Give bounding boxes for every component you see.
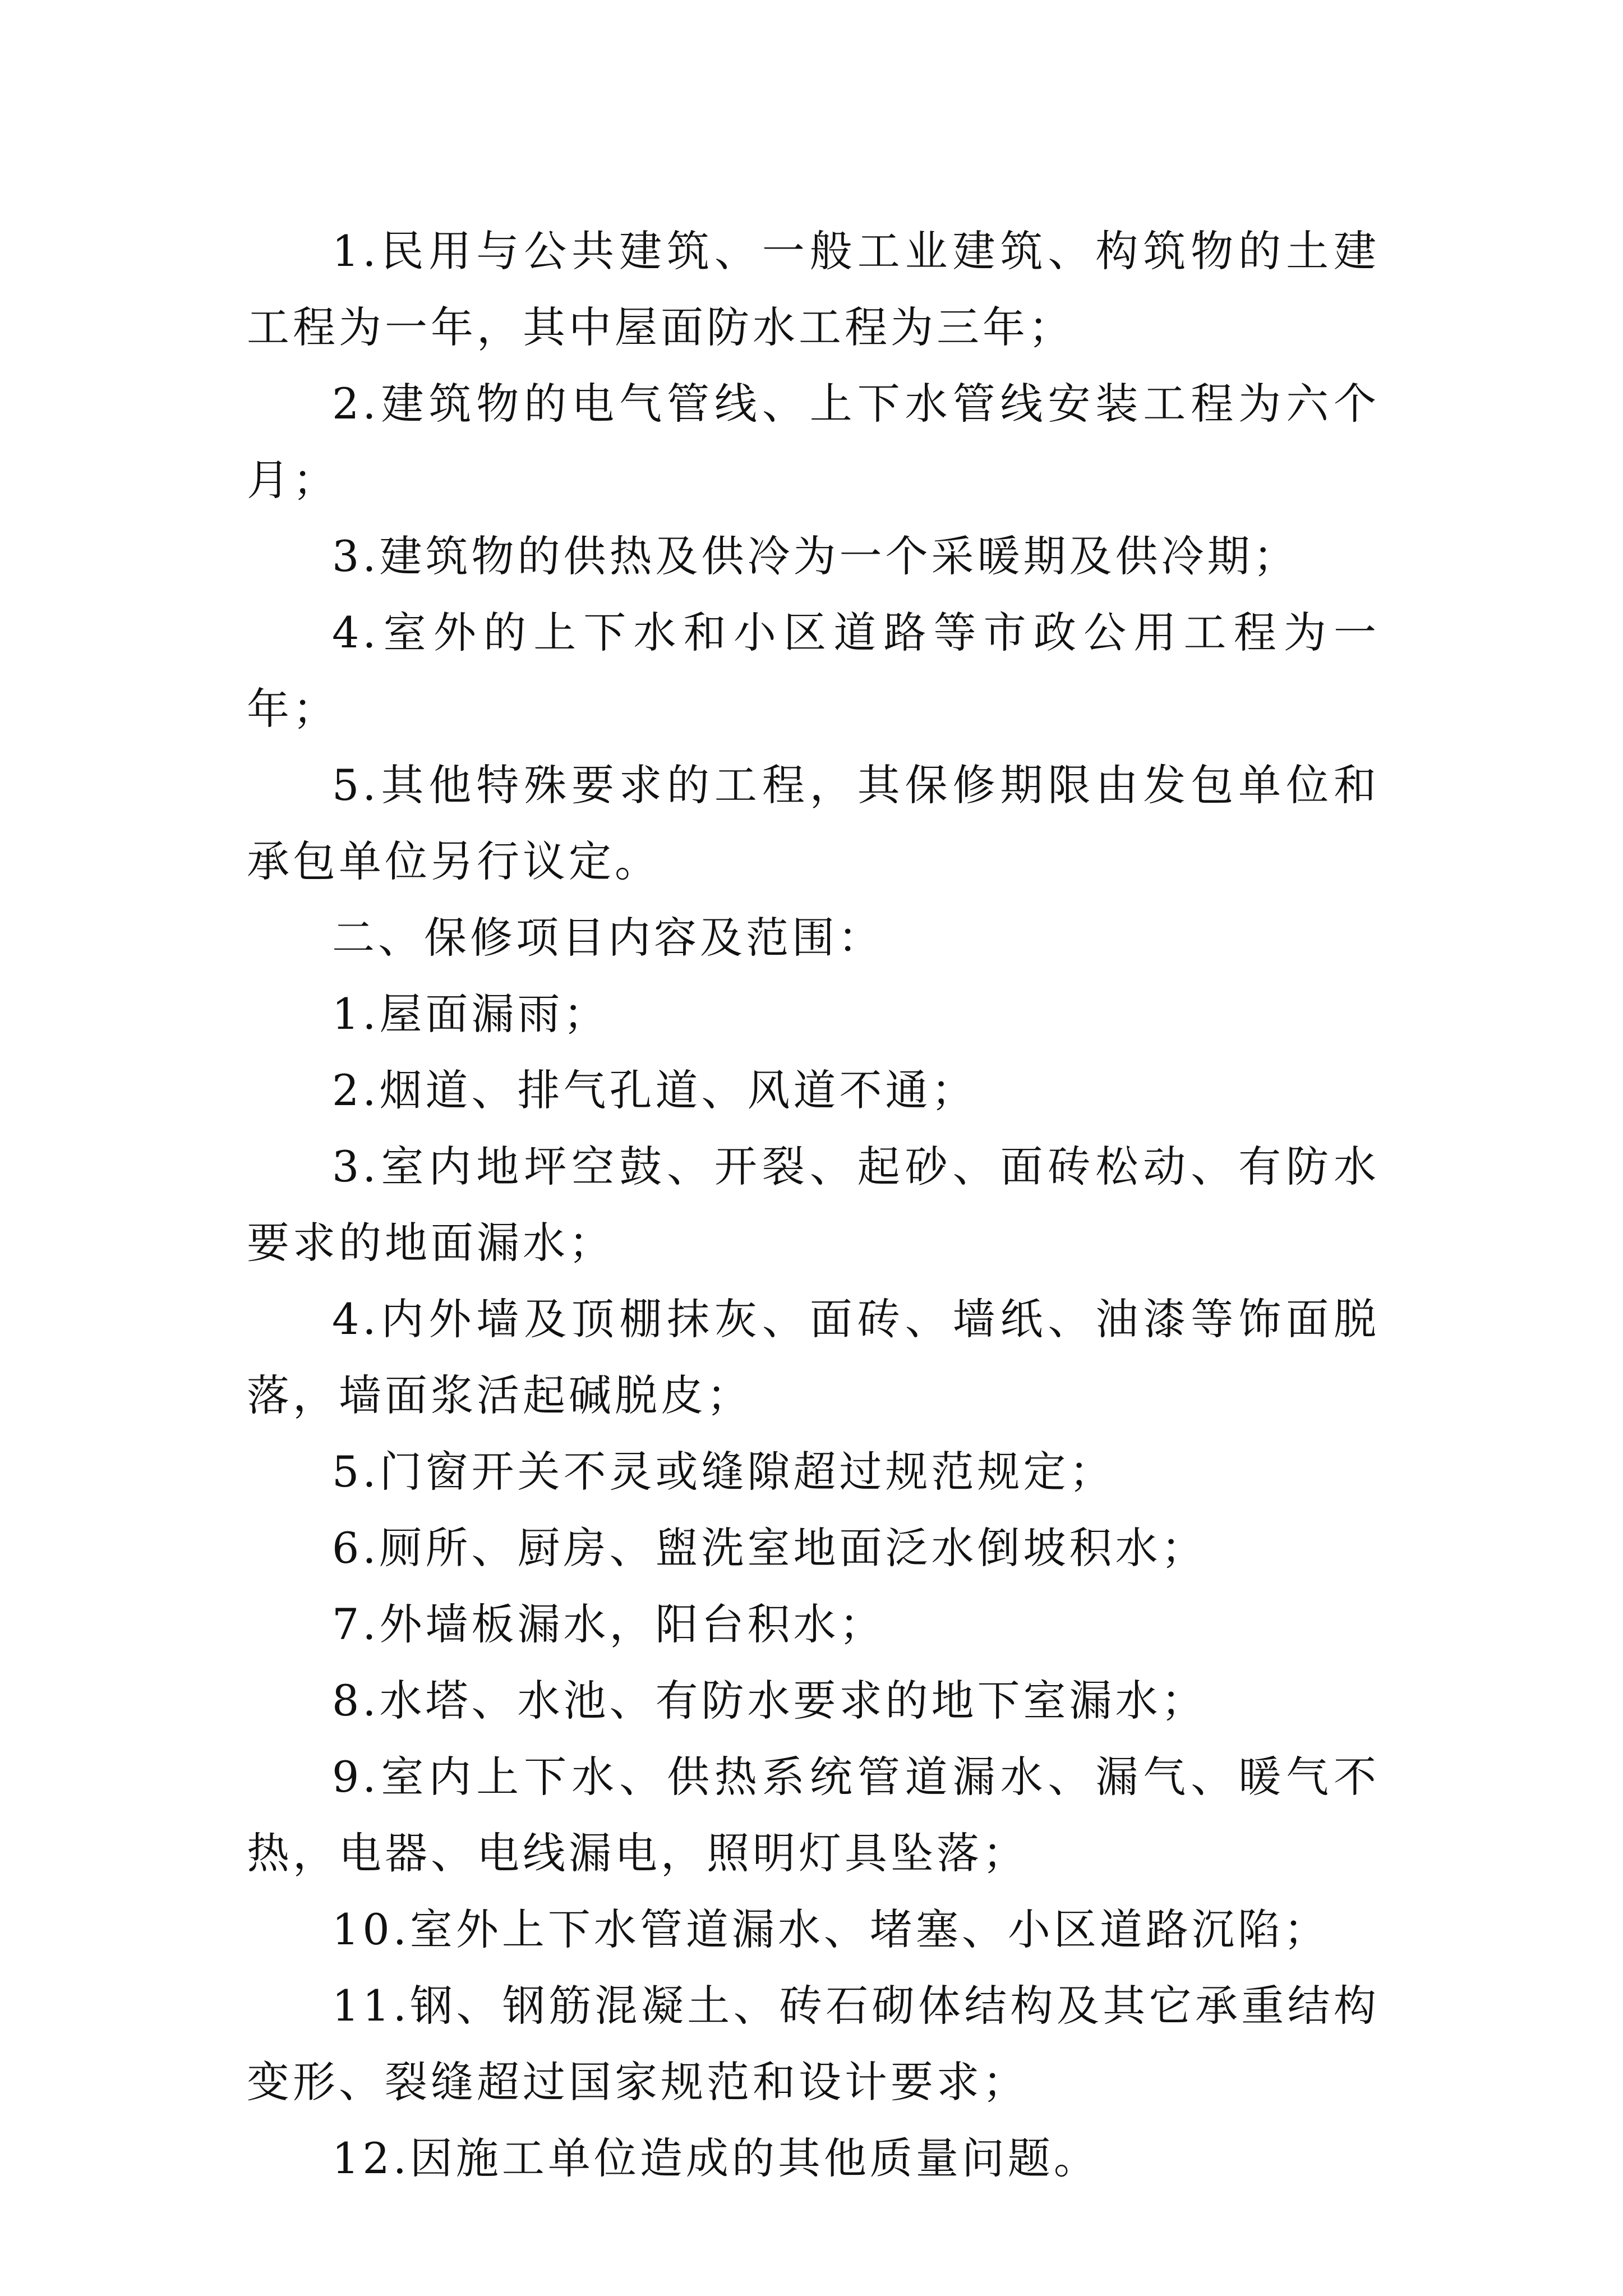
list-item-structural: 11.钢、钢筋混凝土、砖石砌体结构及其它承重结构变形、裂缝超过国家规范和设计要求； — [247, 1981, 1380, 2107]
list-item-outdoor-pipes: 10.室外上下水管道漏水、堵塞、小区道路沉陷； — [332, 1904, 1330, 1954]
list-item-other-quality: 12.因施工单位造成的其他质量问题。 — [332, 2133, 1100, 2183]
paragraph-warranty-special-projects: 5.其他特殊要求的工程，其保修期限由发包单位和承包单位另行议定。 — [247, 760, 1380, 886]
paragraph-warranty-civil-buildings: 1.民用与公共建筑、一般工业建筑、构筑物的土建工程为一年，其中屋面防水工程为三年； — [247, 226, 1380, 352]
paragraph-warranty-heating-cooling: 3.建筑物的供热及供冷为一个采暖期及供冷期； — [332, 531, 1299, 581]
list-item-roof-leak: 1.屋面漏雨； — [332, 989, 610, 1039]
section-heading-scope: 二、保修项目内容及范围： — [332, 913, 884, 963]
list-item-water-tower-leak: 8.水塔、水池、有防水要求的地下室漏水； — [332, 1676, 1207, 1726]
list-item-flue-blocked: 2.烟道、排气孔道、风道不通； — [332, 1065, 978, 1115]
document-body — [247, 213, 1380, 2197]
list-item-exterior-wall-leak: 7.外墙板漏水，阳台积水； — [332, 1599, 886, 1649]
list-item-indoor-systems: 9.室内上下水、供热系统管道漏水、漏气、暖气不热，电器、电线漏电，照明灯具坠落； — [247, 1752, 1380, 1878]
list-item-wall-finish: 4.内外墙及顶棚抹灰、面砖、墙纸、油漆等饰面脱落，墙面浆活起碱脱皮； — [247, 1294, 1380, 1420]
list-item-bathroom-drainage: 6.厕所、厨房、盥洗室地面泛水倒坡积水； — [332, 1523, 1207, 1573]
paragraph-warranty-municipal-works: 4.室外的上下水和小区道路等市政公用工程为一年； — [247, 608, 1380, 734]
list-item-floor-defects: 3.室内地坪空鼓、开裂、起砂、面砖松动、有防水要求的地面漏水； — [247, 1142, 1380, 1268]
list-item-doors-windows: 5.门窗开关不灵或缝隙超过规范规定； — [332, 1447, 1115, 1497]
paragraph-warranty-pipelines: 2.建筑物的电气管线、上下水管线安装工程为六个月； — [247, 379, 1380, 505]
